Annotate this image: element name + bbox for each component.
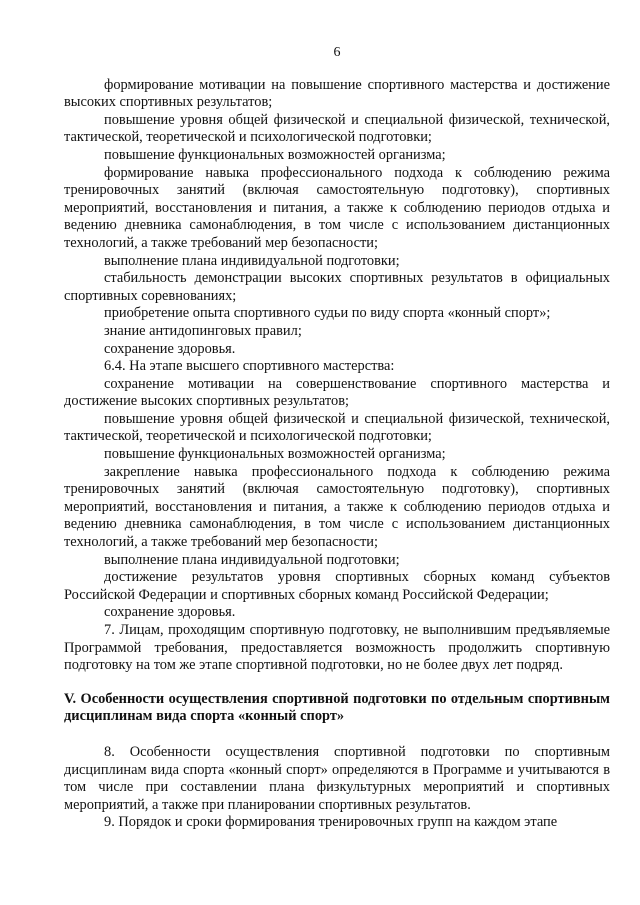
- paragraph: выполнение плана индивидуальной подготовки;: [104, 551, 400, 568]
- paragraph: сохранение здоровья.: [104, 604, 236, 621]
- paragraph: 8. Особенности осуществления спортивной подготовки по спортивным дисциплинам вида спорта «конный спорт» определяются в Программе и учитываются в том числе при составлении плана физкультурных мероприятий и спортивных мероприятий, а также при планировании спортивных результатов.: [64, 743, 610, 813]
- paragraph: формирование мотивации на повышение спортивного мастерства и достижение высоких спортивных результатов;: [64, 76, 610, 111]
- paragraph: выполнение плана индивидуальной подготовки;: [104, 252, 400, 269]
- paragraph: повышение функциональных возможностей организма;: [104, 446, 446, 463]
- paragraph: формирование навыка профессионального подхода к соблюдению режима тренировочных занятий (включая самостоятельную подготовку), спортивных мероприятий, восстановления и питания, а также к соблюдению периодов отдыха и ведению дневника самонаблюдения, в том числе с использованием дистанционных технологий, а также требований мер безопасности;: [64, 164, 610, 251]
- paragraph: закрепление навыка профессионального подхода к соблюдению режима тренировочных занятий (включая самостоятельную подготовку), спортивных мероприятий, восстановления и питания, а также к соблюдению периодов отдыха и ведению дневника самонаблюдения, в том числе с использованием дистанционных технологий, а также требований мер безопасности;: [64, 463, 610, 551]
- page-number: 6: [333, 45, 341, 60]
- paragraph: 6.4. На этапе высшего спортивного мастерства:: [104, 358, 395, 375]
- paragraph: знание антидопинговых правил;: [104, 322, 302, 339]
- section-heading: V. Особенности осуществления спортивной подготовки по отдельным спортивным дисциплинам вида спорта «конный спорт»: [64, 690, 610, 725]
- paragraph: достижение результатов уровня спортивных сборных команд субъектов Российской Федерации и спортивных сборных команд Российской Федерации;: [64, 569, 610, 603]
- paragraph: 9. Порядок и сроки формирования тренировочных групп на каждом этапе: [104, 814, 558, 831]
- paragraph: 7. Лицам, проходящим спортивную подготовку, не выполнившим предъявляемые Программой требования, предоставляется возможность продолжить спортивную подготовку на том же этапе спортивной подготовки, но не более двух лет подряд.: [64, 622, 610, 674]
- paragraph: повышение уровня общей физической и специальной физической, технической, тактической, теоретической и психологической подготовки;: [64, 111, 610, 146]
- paragraph: приобретение опыта спортивного судьи по виду спорта «конный спорт»;: [104, 305, 551, 322]
- paragraph: стабильность демонстрации высоких спортивных результатов в официальных спортивных соревнованиях;: [64, 270, 610, 304]
- paragraph: повышение функциональных возможностей организма;: [104, 146, 446, 163]
- paragraph: сохранение здоровья.: [104, 340, 236, 357]
- paragraph: сохранение мотивации на совершенствование спортивного мастерства и достижение высоких спортивных результатов;: [64, 375, 610, 410]
- paragraph: повышение уровня общей физической и специальной физической, технической, тактической, теоретической и психологической подготовки;: [64, 410, 610, 445]
